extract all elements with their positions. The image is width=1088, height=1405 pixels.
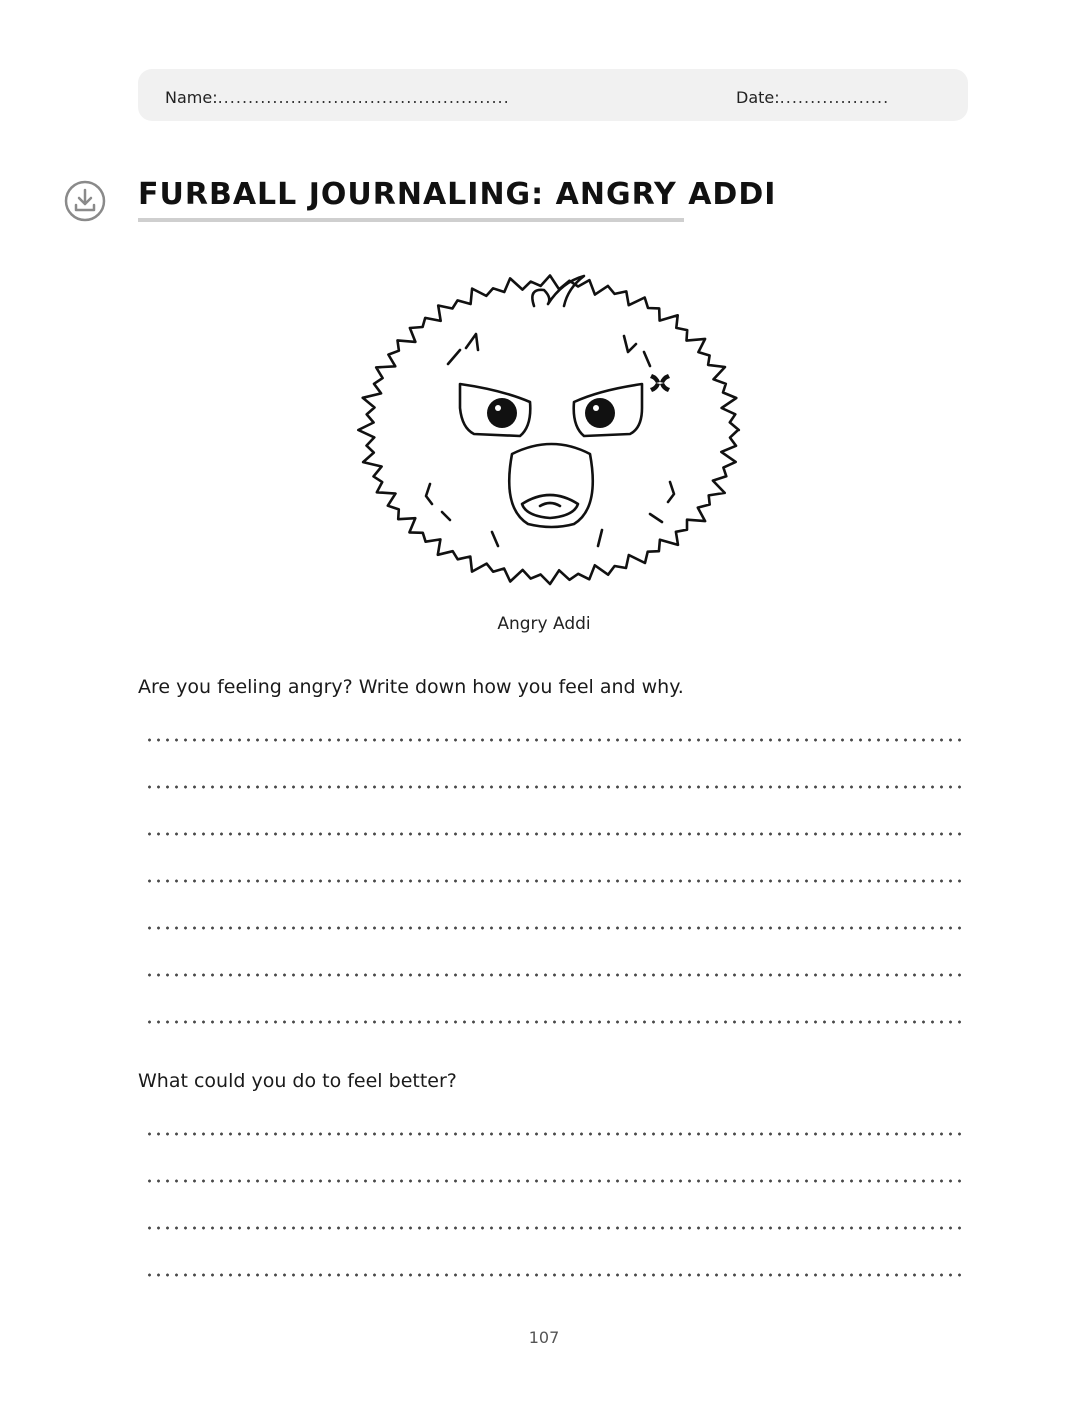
fur-stroke <box>448 350 460 364</box>
left-pupil <box>487 398 517 428</box>
fur-stroke <box>650 514 662 522</box>
hair-tuft <box>532 276 584 306</box>
tongue-line <box>540 503 560 506</box>
fur-stroke <box>442 512 450 520</box>
writing-line[interactable] <box>145 832 963 836</box>
fur-stroke <box>598 530 602 546</box>
tongue <box>522 495 578 518</box>
mouth-outline <box>509 444 593 527</box>
fur-stroke <box>426 484 432 504</box>
right-pupil <box>585 398 615 428</box>
fur-stroke <box>492 532 498 546</box>
name-dots: ................................................ <box>217 88 510 107</box>
writing-line[interactable] <box>145 1020 963 1024</box>
name-label: Name: <box>165 88 218 107</box>
fur-stroke <box>668 482 674 502</box>
illustration-caption: Angry Addi <box>497 614 591 634</box>
writing-line[interactable] <box>145 738 963 742</box>
writing-line[interactable] <box>145 785 963 789</box>
fur-outline <box>358 276 739 585</box>
fur-stroke <box>644 352 650 366</box>
writing-line[interactable] <box>145 879 963 883</box>
anger-mark-icon <box>650 374 670 392</box>
writing-line[interactable] <box>145 1273 963 1277</box>
question-1: Are you feeling angry? Write down how you feel and why. <box>138 676 684 698</box>
writing-line[interactable] <box>145 1226 963 1230</box>
download-icon[interactable] <box>64 180 106 222</box>
fur-stroke <box>466 334 478 350</box>
writing-line[interactable] <box>145 1179 963 1183</box>
writing-line[interactable] <box>145 973 963 977</box>
name-field[interactable] <box>165 88 510 107</box>
writing-line[interactable] <box>145 926 963 930</box>
writing-line[interactable] <box>145 1132 963 1136</box>
page-title: FURBALL JOURNALING: ANGRY ADDI <box>138 177 777 212</box>
date-dots: .................. <box>779 88 890 107</box>
page-number: 107 <box>528 1328 560 1347</box>
date-label: Date: <box>736 88 780 107</box>
title-underline <box>138 218 684 222</box>
date-field[interactable] <box>736 88 889 107</box>
fur-stroke <box>624 336 636 352</box>
name-date-bar <box>138 69 968 121</box>
angry-addi-illustration <box>352 268 748 598</box>
question-2: What could you do to feel better? <box>138 1070 457 1092</box>
